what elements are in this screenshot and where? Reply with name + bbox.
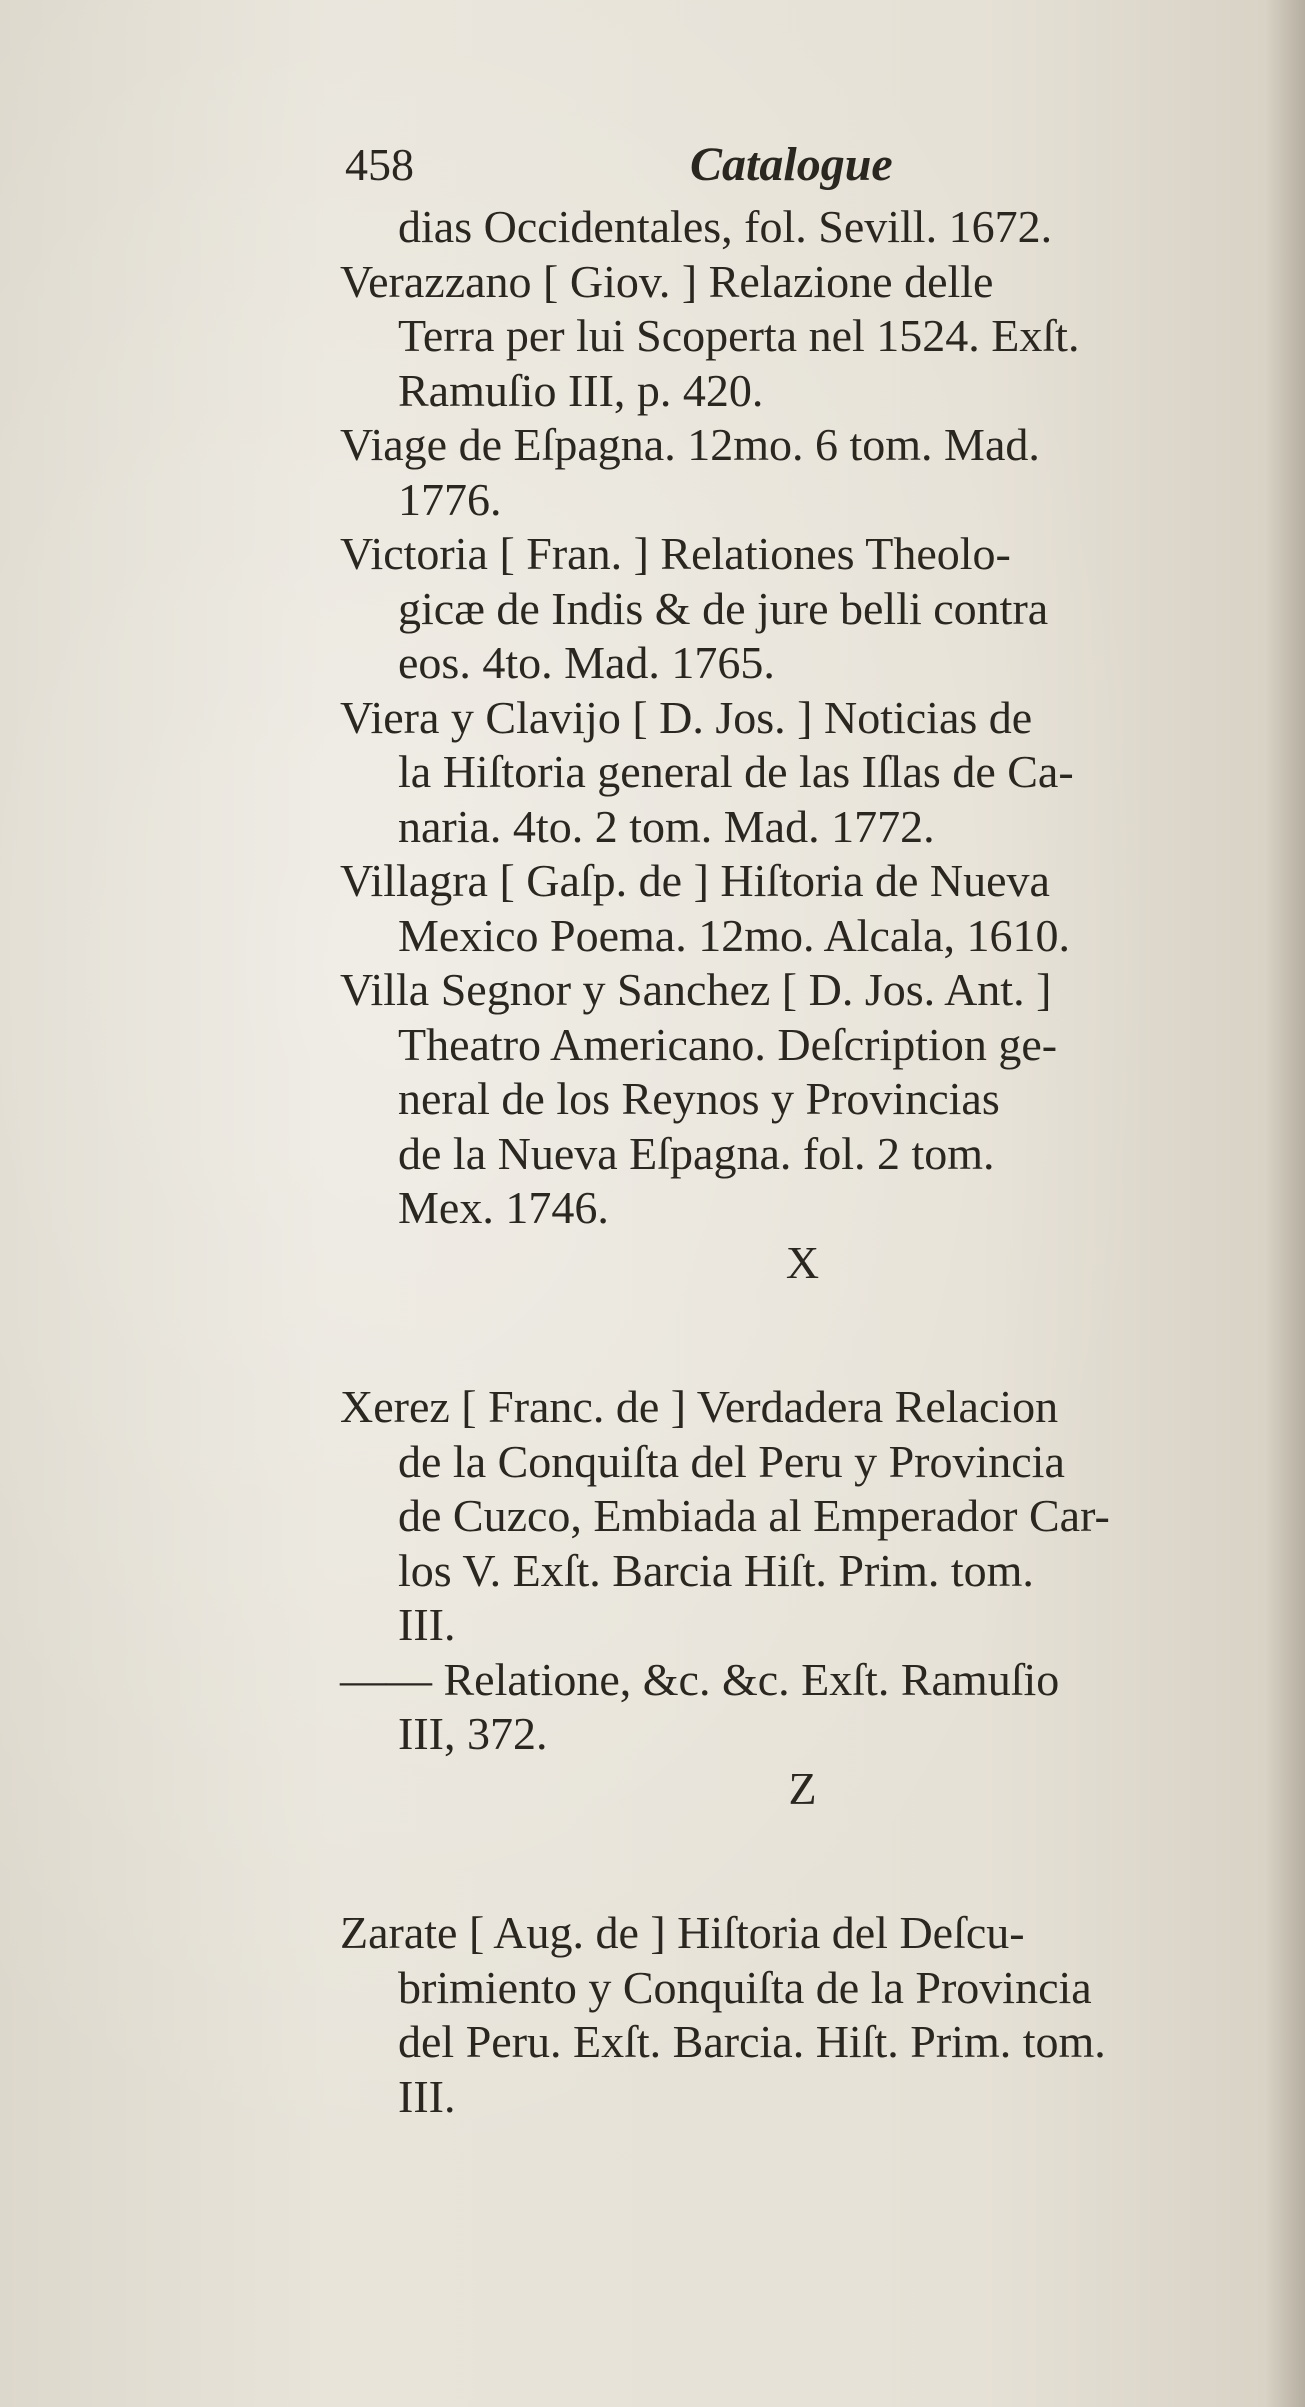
entry-line: Viera y Clavijo [ D. Jos. ] Noticias de	[340, 691, 1033, 743]
catalogue-entry	[340, 854, 1265, 963]
entry-line: la Hiſtoria general de las Iſlas de Ca-	[398, 746, 1074, 797]
entry-line: brimiento y Conquiſta de la Provincia	[398, 1961, 1092, 2013]
entry-line: III, 372.	[398, 1708, 548, 1759]
entry-line: Mexico Poema. 12mo. Alcala, 1610.	[398, 909, 1070, 961]
entry-line: Verazzano [ Giov. ] Relazione delle	[340, 255, 994, 307]
catalogue-entry	[340, 963, 1265, 1236]
catalogue-entry	[340, 691, 1265, 855]
catalogue-entry	[340, 527, 1265, 691]
entry-line: III.	[398, 2070, 456, 2122]
entry-line: dias Occidentales, fol. Sevill. 1672.	[398, 201, 1053, 252]
entry-line: Zarate [ Aug. de ] Hiſtoria del Deſcu-	[340, 1907, 1025, 1958]
entry-line: de Cuzco, Embiada al Emperador Car-	[398, 1490, 1110, 1541]
entry-line: Theatro Americano. Deſcription ge-	[398, 1018, 1058, 1070]
running-head: Catalogue	[690, 138, 893, 191]
catalogue-entry	[340, 1380, 1265, 1653]
entry-line: naria. 4to. 2 tom. Mad. 1772.	[398, 800, 935, 852]
entry-line: —— Relatione, &c. &c. Exſt. Ramuſio	[340, 1653, 1060, 1705]
section-letter-x: X	[785, 1236, 820, 1288]
entry-line: eos. 4to. Mad. 1765.	[398, 637, 775, 688]
catalogue-entry	[340, 418, 1265, 527]
catalogue-entry	[340, 255, 1265, 419]
entry-line: de la Conquiſta del Peru y Provincia	[398, 1435, 1065, 1487]
entry-line: Villa Segnor y Sanchez [ D. Jos. Ant. ]	[340, 964, 1052, 1015]
catalogue-entry	[340, 200, 1265, 255]
catalogue-entry	[340, 1653, 1265, 1762]
section-spacer	[340, 1290, 1265, 1380]
entry-line: neral de los Reynos y Provincias	[398, 1073, 1000, 1124]
section-letter-z: Z	[788, 1762, 817, 1814]
entry-line: III.	[398, 1599, 456, 1650]
page-number: 458	[345, 139, 414, 190]
catalogue-body	[340, 200, 1265, 2124]
entry-line: Mex. 1746.	[398, 1182, 609, 1233]
entry-line: Villagra [ Gaſp. de ] Hiſtoria de Nueva	[340, 855, 1050, 906]
entry-line: Ramuſio III, p. 420.	[398, 364, 764, 416]
entries-x-section	[340, 1380, 1265, 1762]
entries-z-section	[340, 1906, 1265, 2124]
entries-v-section	[340, 200, 1265, 1236]
page-gutter-shadow	[1265, 0, 1305, 2407]
section-spacer	[340, 1816, 1265, 1906]
entry-line: del Peru. Exſt. Barcia. Hiſt. Prim. tom.	[398, 2016, 1106, 2067]
entry-line: Viage de Eſpagna. 12mo. 6 tom. Mad.	[340, 419, 1040, 470]
entry-line: Victoria [ Fran. ] Relationes Theolo-	[340, 528, 1011, 579]
page-header	[345, 130, 1245, 200]
entry-line: Terra per lui Scoperta nel 1524. Exſt.	[398, 310, 1080, 361]
entry-line: gicæ de Indis & de jure belli contra	[398, 582, 1049, 634]
entry-line: los V. Exſt. Barcia Hiſt. Prim. tom.	[398, 1544, 1034, 1596]
entry-line: 1776.	[398, 473, 502, 525]
entry-line: Xerez [ Franc. de ] Verdadera Relacion	[340, 1381, 1059, 1432]
catalogue-entry	[340, 1906, 1265, 2124]
entry-line: de la Nueva Eſpagna. fol. 2 tom.	[398, 1127, 995, 1179]
